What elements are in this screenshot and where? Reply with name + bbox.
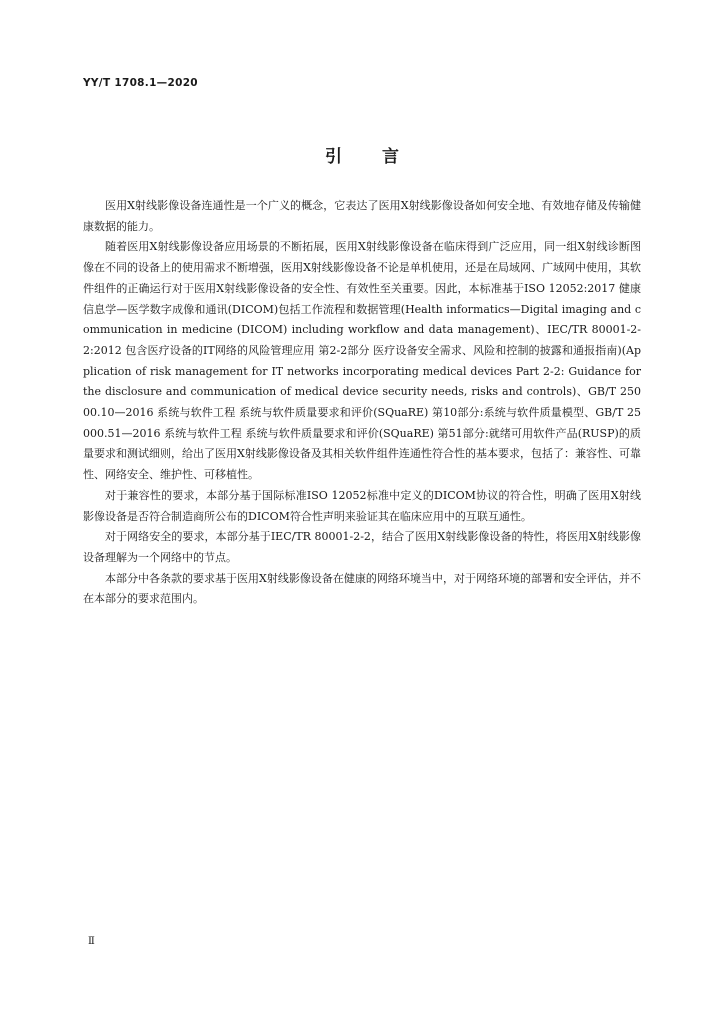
paragraph: 随着医用X射线影像设备应用场景的不断拓展，医用X射线影像设备在临床得到广泛应用，同一组X射线诊断图像在不同的设备上的使用需求不断增强，医用X射线影像设备不论是单机使用，还是在局域网、广域网中使用，其软件组件的正确运行对于医用X射线影像设备的安全性、有效性至关重要。因此，本标准基于ISO 12052:2017 健康信息学—医学数字成像和通讯(DICOM)包括工作流程和数据管理(Health informatics—Digital imaging and communication in medicine (DICOM) including workflow and data management)、IEC/TR 80001-2-2:2012 包含医疗设备的IT网络的风险管理应用 第2-2部分 医疗设备安全需求、风险和控制的披露和通报指南)(Application of risk management for IT networks incorporating medical devices Part 2-2: Guidance for the disclosure and communication of medical device security needs, risks and controls)、GB/T 25000.10—2016 系统与软件工程 系统与软件质量要求和评价(SQuaRE) 第10部分:系统与软件质量模型、GB/T 25000.51—2016 系统与软件工程 系统与软件质量要求和评价(SQuaRE) 第51部分:就绪可用软件产品(RUSP)的质量要求和测试细则，给出了医用X射线影像设备及其相关软件组件连通性符合性的基本要求，包括了：兼容性、可靠性、网络安全、维护性、可移植性。 bbox=[83, 240, 641, 482]
paragraph: 医用X射线影像设备连通性是一个广义的概念，它表达了医用X射线影像设备如何安全地、有效地存储及传输健康数据的能力。 bbox=[83, 199, 641, 233]
body-text bbox=[83, 196, 641, 610]
paragraph: 对于网络安全的要求，本部分基于IEC/TR 80001-2-2，结合了医用X射线影像设备的特性，将医用X射线影像设备理解为一个网络中的节点。 bbox=[83, 530, 641, 564]
section-title: 引言 bbox=[325, 147, 439, 167]
page-number: Ⅱ bbox=[88, 936, 95, 947]
paragraph: 对于兼容性的要求，本部分基于国际标准ISO 12052标准中定义的DICOM协议的符合性，明确了医用X射线影像设备是否符合制造商所公布的DICOM符合性声明来验证其在临床应用中的互联互通性。 bbox=[83, 488, 641, 523]
standard-code: YY/T 1708.1—2020 bbox=[83, 77, 198, 89]
paragraph: 本部分中各条款的要求基于医用X射线影像设备在健康的网络环境当中，对于网络环境的部署和安全评估，并不在本部分的要求范围内。 bbox=[83, 571, 641, 606]
